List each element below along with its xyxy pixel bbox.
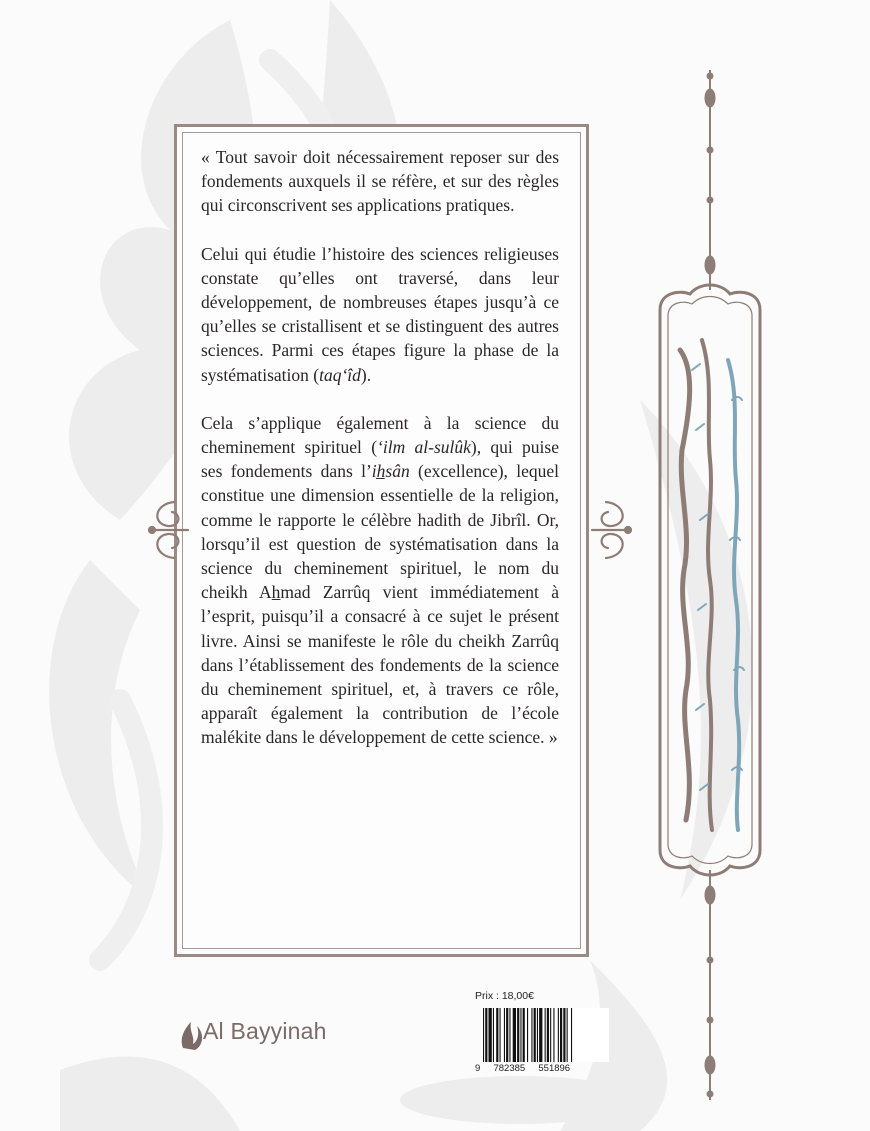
isbn-number: 9 782385 551896 [475, 1063, 571, 1074]
quote-p1-text: « Tout savoir doit nécessairement reposer sur des fondements auxquels il se réfère, et sur des règles qui circonscrivent ses applications pratiques. [201, 147, 559, 216]
quote-term-ilm-al-suluk: ‘ilm al-sulûk [377, 437, 471, 458]
corner-ornament-right [592, 502, 631, 558]
quote-p3-text-b: ), qui puise ses fondements dans l’ [201, 437, 559, 482]
quote-paragraph-3 [201, 411, 559, 750]
quote-term-taqid: taq‘îd [319, 364, 361, 385]
arabic-calligraphy-panel [640, 70, 780, 1100]
price-label: Prix : 18,00€ [475, 990, 534, 1002]
quote-paragraph-2 [201, 242, 559, 387]
quote-p2-text-b: ). [360, 364, 372, 385]
corner-ornament-left [149, 502, 188, 558]
quote-p2-text-a: Celui qui étudie l’histoire des sciences religieuses constate qu’elles ont traversé, dans leur développement, de nombreuses étapes jusqu’à ce qu’elles se cristallisent et se distinguent des autres sciences. Parmi ces étapes figure la phase de la systématisation ( [201, 243, 559, 385]
quote-term-ihsan: ih̲sân [371, 461, 410, 482]
quote-p3-text-c: (excellence), lequel constitue une dimension essentielle de la religion, comme le rapporte le célèbre hadith de Jibrîl. Or, lorsqu’il est question de systématisation dans la science du cheminement spirituel, le nom du cheikh Ah̲mad Zarrûq vient immédiatement à l’esprit, puisqu’il a consacré à ce sujet le présent livre. Ainsi se manifeste le rôle du cheikh Zarrûq dans l’établissement des fondements de la science du cheminement spirituel, et, à travers ce rôle, apparaît également la contribution de l’école malékite dans le développement de cette science. » [201, 461, 559, 748]
quote-p3-text-a: Cela s’applique également à la science du cheminement spirituel ( [201, 412, 559, 458]
quote-text [201, 145, 559, 750]
barcode [481, 1008, 609, 1062]
publisher-name: Al Bayyinah [203, 1018, 327, 1044]
barcode-block [475, 990, 615, 1077]
quote-paragraph-1 [201, 145, 559, 218]
